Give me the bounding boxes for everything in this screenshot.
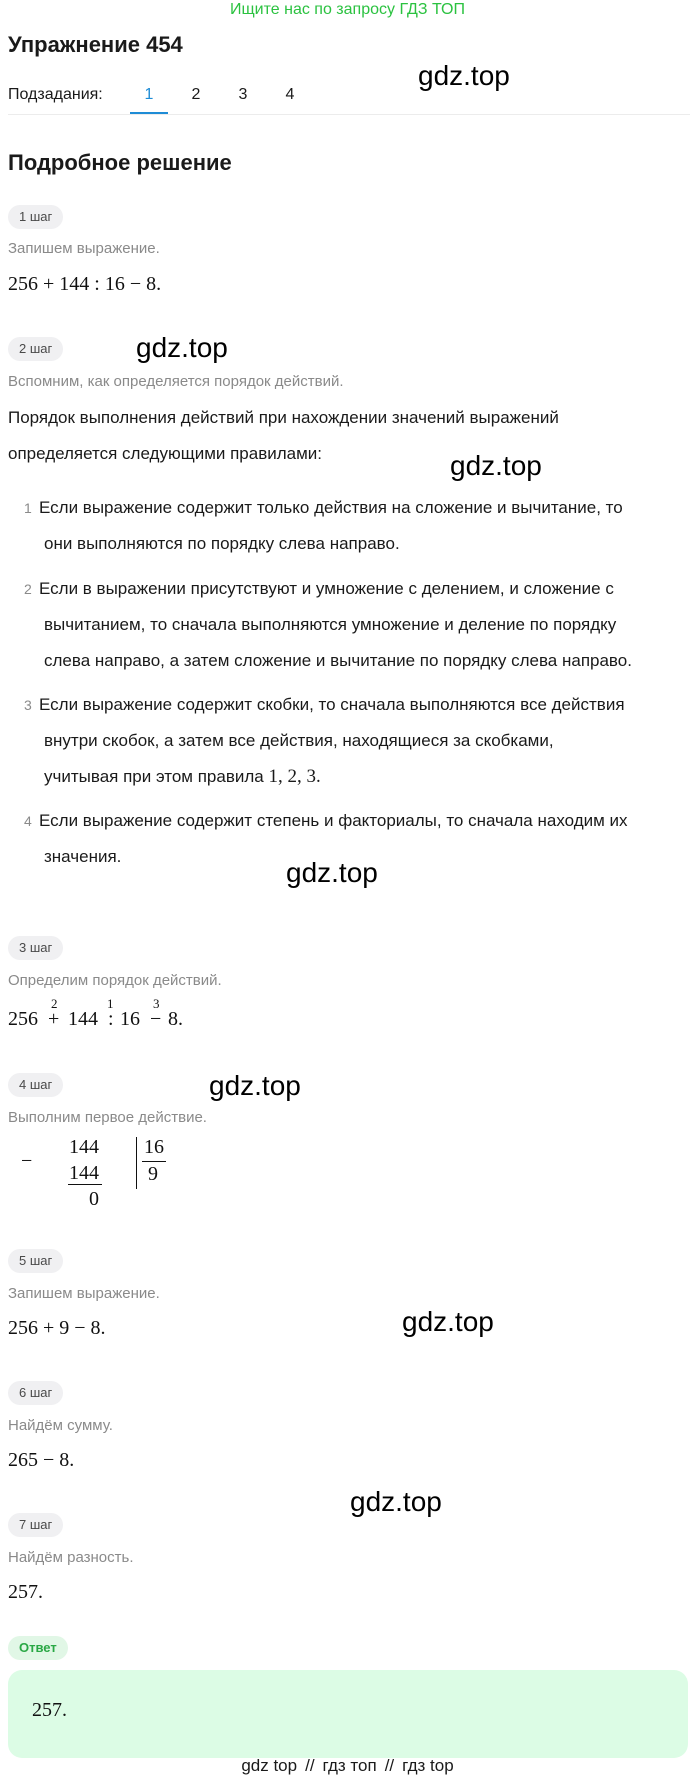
step-math: 16 xyxy=(120,1008,140,1030)
rule-number: 1 xyxy=(24,500,32,516)
step-hint: Вспомним, как определяется порядок действий. xyxy=(8,373,344,390)
step-math: 265 − 8. xyxy=(8,1449,75,1471)
subtask-tab-4[interactable]: 4 xyxy=(285,86,295,103)
division-divisor-line xyxy=(142,1161,166,1162)
subtask-tab-1[interactable]: 1 xyxy=(144,86,154,103)
rule-text: Если в выражении присутствуют и умножение с делением, и сложение с вычитанием, то сначала выполняются умножение и деление по порядку слева направо, а затем сложение и вычитание по порядку слева направо. xyxy=(39,579,632,670)
answer-badge: Ответ xyxy=(8,1636,68,1660)
watermark: gdz.top xyxy=(350,1486,442,1517)
footer-links xyxy=(0,1756,695,1776)
watermark: gdz.top xyxy=(450,450,542,481)
step-hint: Определим порядок действий. xyxy=(8,972,222,989)
step-badge: 2 шаг xyxy=(8,337,63,361)
search-banner[interactable]: Ищите нас по запросу ГДЗ ТОП xyxy=(230,1,465,18)
division-dividend: 144 xyxy=(69,1136,99,1158)
step-badge: 1 шаг xyxy=(8,205,63,229)
division-quotient: 9 xyxy=(148,1163,158,1185)
step-hint: Запишем выражение. xyxy=(8,1285,160,1302)
division-divisor: 16 xyxy=(144,1136,164,1158)
step-badge: 3 шаг xyxy=(8,936,63,960)
subtask-tab-3[interactable]: 3 xyxy=(238,86,248,103)
step-badge: 7 шаг xyxy=(8,1513,63,1537)
division-remainder: 0 xyxy=(89,1188,99,1210)
rule-number: 2 xyxy=(24,581,32,597)
page-title: Упражнение 454 xyxy=(8,32,183,57)
rules-intro: Порядок выполнения действий при нахождении значений выражений определяется следующими правилами: xyxy=(8,408,559,463)
step-math: 256 + 9 − 8. xyxy=(8,1317,106,1339)
step-math: 256 xyxy=(8,1008,38,1030)
watermark: gdz.top xyxy=(209,1070,301,1101)
step-math: : xyxy=(108,1008,114,1030)
rule-text: Если выражение содержит степень и факториалы, то сначала находим их значения. xyxy=(39,811,628,866)
watermark: gdz.top xyxy=(286,857,378,888)
step-math: − xyxy=(150,1008,162,1030)
rule-text: Если выражение содержит скобки, то сначала выполняются все действия внутри скобок, а затем все действия, находящиеся за скобками, учитывая при этом правила 1, 2, 3. xyxy=(39,695,625,787)
subtasks-label: Подзадания: xyxy=(8,86,103,103)
step-hint: Запишем выражение. xyxy=(8,240,160,257)
step-math: 144 xyxy=(68,1008,98,1030)
answer-value: 257. xyxy=(32,1699,67,1721)
step-hint: Найдём сумму. xyxy=(8,1417,113,1434)
tabs-divider xyxy=(8,114,690,115)
step-math: 257. xyxy=(8,1581,43,1603)
watermark: gdz.top xyxy=(418,60,510,91)
action-order-mark: 2 xyxy=(51,996,58,1011)
subtask-tab-2[interactable]: 2 xyxy=(191,86,201,103)
footer-link[interactable]: gdz top xyxy=(241,1756,298,1775)
rule-number: 3 xyxy=(24,697,32,713)
step-badge: 6 шаг xyxy=(8,1381,63,1405)
division-subtrahend: 144 xyxy=(69,1162,99,1184)
action-order-mark: 1 xyxy=(107,996,114,1011)
watermark: gdz.top xyxy=(136,332,228,363)
step-math: 256 + 144 : 16 − 8. xyxy=(8,273,162,295)
footer-separator: // xyxy=(305,1756,315,1775)
step-hint: Найдём разность. xyxy=(8,1549,134,1566)
action-order-mark: 3 xyxy=(153,996,160,1011)
step-badge: 5 шаг xyxy=(8,1249,63,1273)
footer-link[interactable]: гдз топ xyxy=(322,1756,377,1775)
footer-link[interactable]: гдз top xyxy=(402,1756,454,1775)
step-math: 8. xyxy=(168,1008,183,1030)
division-minus: − xyxy=(21,1150,33,1172)
watermark: gdz.top xyxy=(402,1306,494,1337)
division-underline xyxy=(68,1184,102,1185)
division-vertical-line xyxy=(136,1137,137,1189)
step-badge: 4 шаг xyxy=(8,1073,63,1097)
footer-separator: // xyxy=(384,1756,395,1775)
step-math: + xyxy=(48,1008,60,1030)
answer-box xyxy=(8,1670,688,1758)
rule-text: Если выражение содержит только действия на сложение и вычитание, то они выполняются по порядку слева направо. xyxy=(39,498,623,553)
step-hint: Выполним первое действие. xyxy=(8,1109,207,1126)
section-title: Подробное решение xyxy=(8,150,232,175)
rule-number: 4 xyxy=(24,813,32,829)
